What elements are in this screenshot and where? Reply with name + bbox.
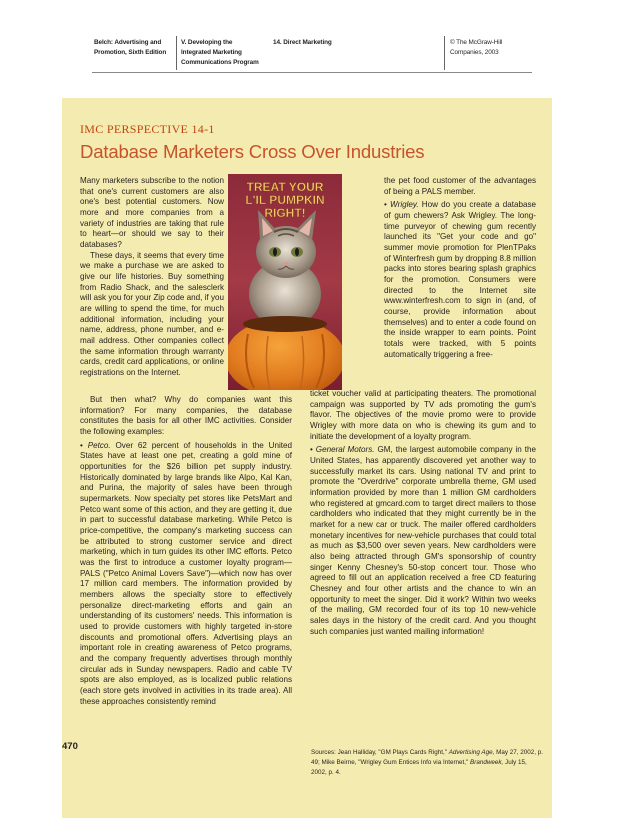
- photo-caption-line: TREAT YOUR: [246, 180, 324, 194]
- paragraph: Many marketers subscribe to the notion that one's current customers are also one's best potential customers. Now more and more companies from a variety of industries are taking that rule to heart—or should we say to their databases?: [80, 176, 224, 250]
- paragraph: ticket voucher valid at participating theaters. The promotional campaign was supported by TV ads promoting the gum's flavor. The objectives of the movie promo were to provide Wrigley with more data on who is chewing its gum and to initiate the development of a loyalty program.: [310, 389, 536, 441]
- paragraph: These days, it seems that every time we make a purchase we are asked to give our life histories. Buy something from Radio Shack, and the salesclerk will ask you for your Zip code and, if you are willing to spend the time, for much additional information, including your name, address, phone number, and e-mail address. Other companies collect the same information through warranty cards, credit card applications, or online registrations on the Internet.: [80, 250, 224, 378]
- gm-item: • General Motors. GM, the largest automobile company in the United States, has apparently discovered yet another way to successfully market its cars. Using national TV and print to promote the "Overdrive" corporate umbrella theme, GM used information provided by more than 1 million GM cardholders who registered at gmcard.com to target direct mailers to those cardholders who indicated that they might currently be in the market for a new car or truck. The mailer offered cardholders monetary incentives for new-vehicle purchases that could total as much as $3,500 over seven years. New cardholders were also being attracted through GM's sponsorship of country singer Kenny Chesney's 50-stop concert tour. Those who agreed to fill out an application received a free CD featuring Chesney and four other artists and the chance to win an opportunity to meet the singer. Did it work? Within two weeks of the mailing, GM recorded four of its top 10 new-vehicle sales days in the history of the credit card. And you thought such companies just wanted mailing information!: [310, 445, 537, 636]
- page-number: 470: [62, 741, 78, 752]
- col1-intro: [80, 176, 224, 379]
- sources: Sources: Jean Halliday, "GM Plays Cards Right," Advertising Age, May 27, 2002, p. 49; Mike Beirne, "Wrigley Gum Entices Info via Internet," Brandweek, July 15, 2002, p. 4.: [311, 749, 543, 776]
- photo-caption-line: L'IL PUMPKIN: [245, 193, 325, 207]
- col1-body: [80, 395, 292, 707]
- header-divider: [444, 36, 445, 70]
- header-rule: [92, 72, 532, 73]
- feature-kicker: IMC PERSPECTIVE 14-1: [80, 122, 215, 136]
- photo-caption-line: RIGHT!: [264, 206, 306, 220]
- header-chapter: 14. Direct Marketing: [273, 39, 332, 46]
- petco-item: • Petco. Over 62 percent of households in the United States have at least one pet, creating a gold mine of opportunities for the $26 billion pet supply industry. Historically dominated by large brands like Alpo, Kal Kan, and Purina, the majority of sales have been through supermarkets. Now specialty pet stores like PetsMart and Petco want some of this action, and they are getting it, due in part to successful database marketing. While Petco is price-competitive, the company's marketing success can be attributed to strong customer service and direct marketing, which in turn guides its other IMC efforts. Petco was the first to introduce a customer loyalty program—PALS ("Petco Animal Lovers Save")—which now has over 17 million card members. The information provided by members allows the specialty store to effectively personalize direct-marketing efforts and gain an understanding of its customers' needs. This information is used to provide customers with highly targeted in-store discounts and promotional offers. Advertising plays an important role in creating awareness of Petco programs, and the company frequently advertises through monthly circular ads in Sunday newspapers. Radio and cable TV spots are also employed, as is localized public relations (each store gets involved in activities in its trade area). All these approaches consistently remind: [80, 440, 292, 706]
- col2-intro: [384, 176, 536, 360]
- feature-title: Database Marketers Cross Over Industries: [80, 141, 425, 162]
- kitten-in-pumpkin-photo-icon: [228, 174, 342, 390]
- paragraph: the pet food customer of the advantages of being a PALS member.: [384, 176, 536, 196]
- header-part: V. Developing the Integrated Marketing Communications Program: [181, 39, 259, 66]
- col2-body: [310, 389, 536, 637]
- wrigley-item: • Wrigley. How do you create a database of gum chewers? Ask Wrigley. The long-time purveyor of chewing gum recently launched its "Get your code and go" summer movie promotion for PlenTPaks of Winterfresh gum by dropping 8.8 million packs into stores bearing splash graphics for the promotion. Consumers were directed to the Internet site www.winterfresh.com to sign in (and, of course, provide information about themselves) and to enter a code found on the inside wrapper to earn points. Point totals were tracked, with 5 points automatically triggering a free-: [384, 200, 536, 359]
- paragraph: But then what? Why do companies want this information? For many companies, the database constitutes the basis for all other IMC activities. Consider the following examples:: [80, 395, 292, 437]
- kitten-pumpkin-photo: [228, 174, 342, 390]
- header-copyright: © The McGraw-Hill Companies, 2003: [450, 39, 503, 56]
- header-book: Belch: Advertising and Promotion, Sixth Edition: [94, 39, 167, 56]
- header-divider: [176, 36, 177, 70]
